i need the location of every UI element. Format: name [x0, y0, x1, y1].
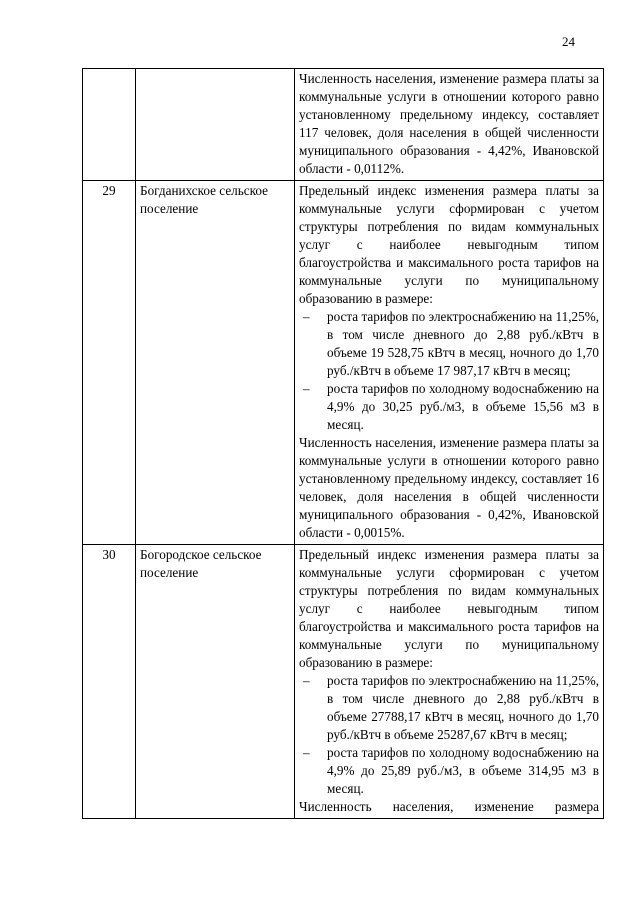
settlement-name-cell: Богородское сельское поселение: [136, 545, 295, 819]
dash-bullet: –: [303, 745, 310, 760]
tariff-growth-list: [299, 308, 599, 434]
population-paragraph: Численность населения, изменение размера платы за коммунальные услуги в отношении которого равно установленному предельному индексу, составляет 117 человек, доля населения в общей численности муниципального образования - 4,42%, Ивановской области - 0,0112%.: [299, 71, 599, 176]
description-cell: [295, 181, 604, 545]
list-item: [299, 672, 599, 744]
row-number-cell: 30: [83, 545, 136, 819]
table-row: [83, 545, 604, 819]
dash-bullet: –: [303, 673, 310, 688]
list-item-text: роста тарифов по электроснабжению на 11,25%, в том числе дневного до 2,88 руб./кВтч в объеме 27788,17 кВтч в месяц, ночного до 1,70 руб./кВтч в объеме 25287,67 кВтч в месяц;: [327, 673, 599, 742]
table-row: [83, 69, 604, 181]
dash-bullet: –: [303, 381, 310, 396]
index-intro-paragraph: Предельный индекс изменения размера платы за коммунальные услуги сформирован с учетом структуры потребления по видам коммунальных услуг с наиболее невыгодным типом благоустройства и максимального роста тарифов на коммунальные услуги по муниципальному образованию в размере:: [299, 547, 599, 670]
settlement-name-cell: [136, 69, 295, 181]
table-row: [83, 181, 604, 545]
tariff-growth-list: [299, 672, 599, 798]
tariff-index-table: [82, 68, 604, 819]
list-item-text: роста тарифов по электроснабжению на 11,25%, в том числе дневного до 2,88 руб./кВтч в объеме 19 528,75 кВтч в месяц, ночного до 1,70 руб./кВтч в объеме 17 987,17 кВтч в месяц;: [327, 309, 599, 378]
description-cell: [295, 545, 604, 819]
page-number: 24: [562, 34, 575, 49]
row-number-cell: [83, 69, 136, 181]
list-item: [299, 744, 599, 798]
index-intro-paragraph: Предельный индекс изменения размера платы за коммунальные услуги сформирован с учетом структуры потребления по видам коммунальных услуг с наиболее невыгодным типом благоустройства и максимального роста тарифов на коммунальные услуги по муниципальному образованию в размере:: [299, 183, 599, 306]
list-item: [299, 308, 599, 380]
description-cell: [295, 69, 604, 181]
list-item-text: роста тарифов по холодному водоснабжению на 4,9% до 25,89 руб./м3, в объеме 314,95 м3 в месяц.: [327, 745, 599, 796]
row-number-cell: 29: [83, 181, 136, 545]
population-paragraph: Численность населения, изменение размера: [299, 799, 599, 814]
dash-bullet: –: [303, 309, 310, 324]
list-item-text: роста тарифов по холодному водоснабжению на 4,9% до 30,25 руб./м3, в объеме 15,56 м3 в месяц.: [327, 381, 599, 432]
settlement-name-cell: Богданихское сельское поселение: [136, 181, 295, 545]
list-item: [299, 380, 599, 434]
population-paragraph: Численность населения, изменение размера платы за коммунальные услуги в отношении которого равно установленному предельному индексу, составляет 16 человек, доля населения в общей численности муниципального образования - 0,42%, Ивановской области - 0,0015%.: [299, 435, 599, 540]
